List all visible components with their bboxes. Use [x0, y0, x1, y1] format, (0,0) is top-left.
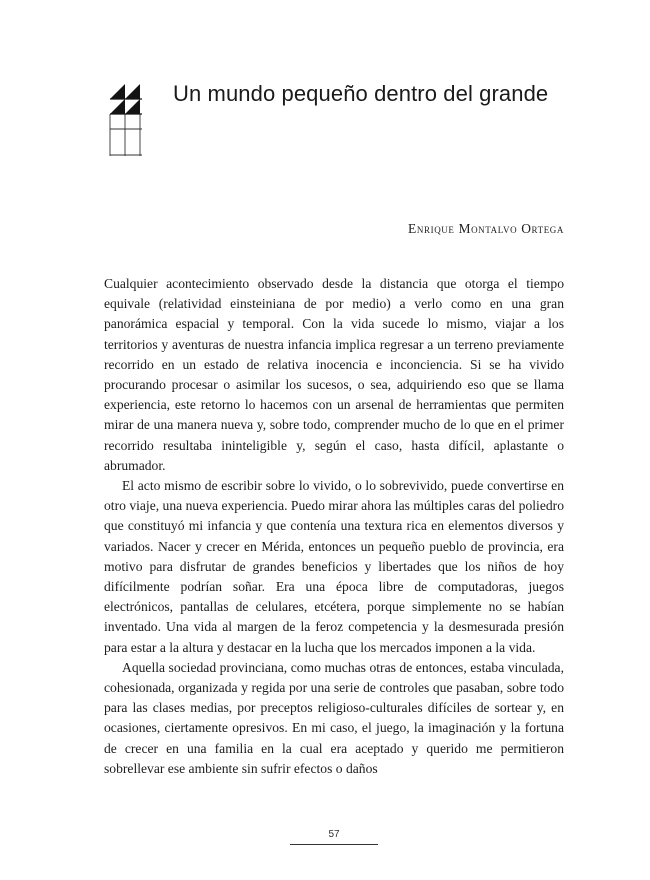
page-number: 57: [328, 829, 340, 840]
chapter-title: Un mundo pequeño dentro del grande: [173, 81, 549, 106]
page-footer: [290, 829, 378, 845]
paragraph-3: Aquella sociedad provinciana, como muchas otras de entonces, estaba vinculada, cohesionada, organizada y regida por una serie de controles que pasaban, sobre todo para las clases medias, por preceptos religioso-culturales difíciles de sortear y, en ocasiones, ciertamente opresivos. En mi caso, el juego, la imaginación y la fortuna de crecer en una familia en la cual era aceptado y querido me permitieron sobrellevar ese ambiente sin sufrir efectos o daños: [104, 659, 564, 776]
chapter-author: Enrique Montalvo Ortega: [408, 221, 564, 236]
paragraph-2: El acto mismo de escribir sobre lo vivido, o lo sobrevivido, puede convertirse en otro viaje, una nueva experiencia. Puedo mirar ahora las múltiples caras del poliedro que constituyó mi infancia y que contenía una textura rica en elementos diversos y variados. Nacer y crecer en Mérida, entonces un pequeño pueblo de provincia, era motivo para disfrutar de grandes beneficios y libertades que los niños de hoy difícilmente podrían soñar. Era una época libre de computadoras, juegos electrónicos, pantallas de celulares, etcétera, porque simplemente no se habían inventado. Una vida al margen de la feroz competencia y la desmesurada presión para estar a la altura y destacar en la lucha que los mercados imponen a la vida.: [104, 478, 564, 655]
chapter-body: [104, 274, 564, 779]
footer-rule: [290, 844, 378, 845]
grid-triangles-icon: [108, 84, 142, 156]
paragraph-1: Cualquier acontecimiento observado desde la distancia que otorga el tiempo equivale (relatividad einsteiniana de por medio) a verlo como en una gran panorámica espacial y temporal. Con la vida sucede lo mismo, viajar a los territorios y aventuras de nuestra infancia implica regresar a un terreno previamente recorrido en un estado de relativa inocencia e inconciencia. Si se ha vivido procurando procesar o asimilar los sucesos, o sea, adquiriendo eso que se llama experiencia, este retorno lo hacemos con un arsenal de herramientas que permiten mirar de una manera nueva y, sobre todo, comprender mucho de lo que en el primer recorrido resultaba ininteligible y, según el caso, hasta difícil, aplastante o abrumador.: [104, 276, 564, 473]
